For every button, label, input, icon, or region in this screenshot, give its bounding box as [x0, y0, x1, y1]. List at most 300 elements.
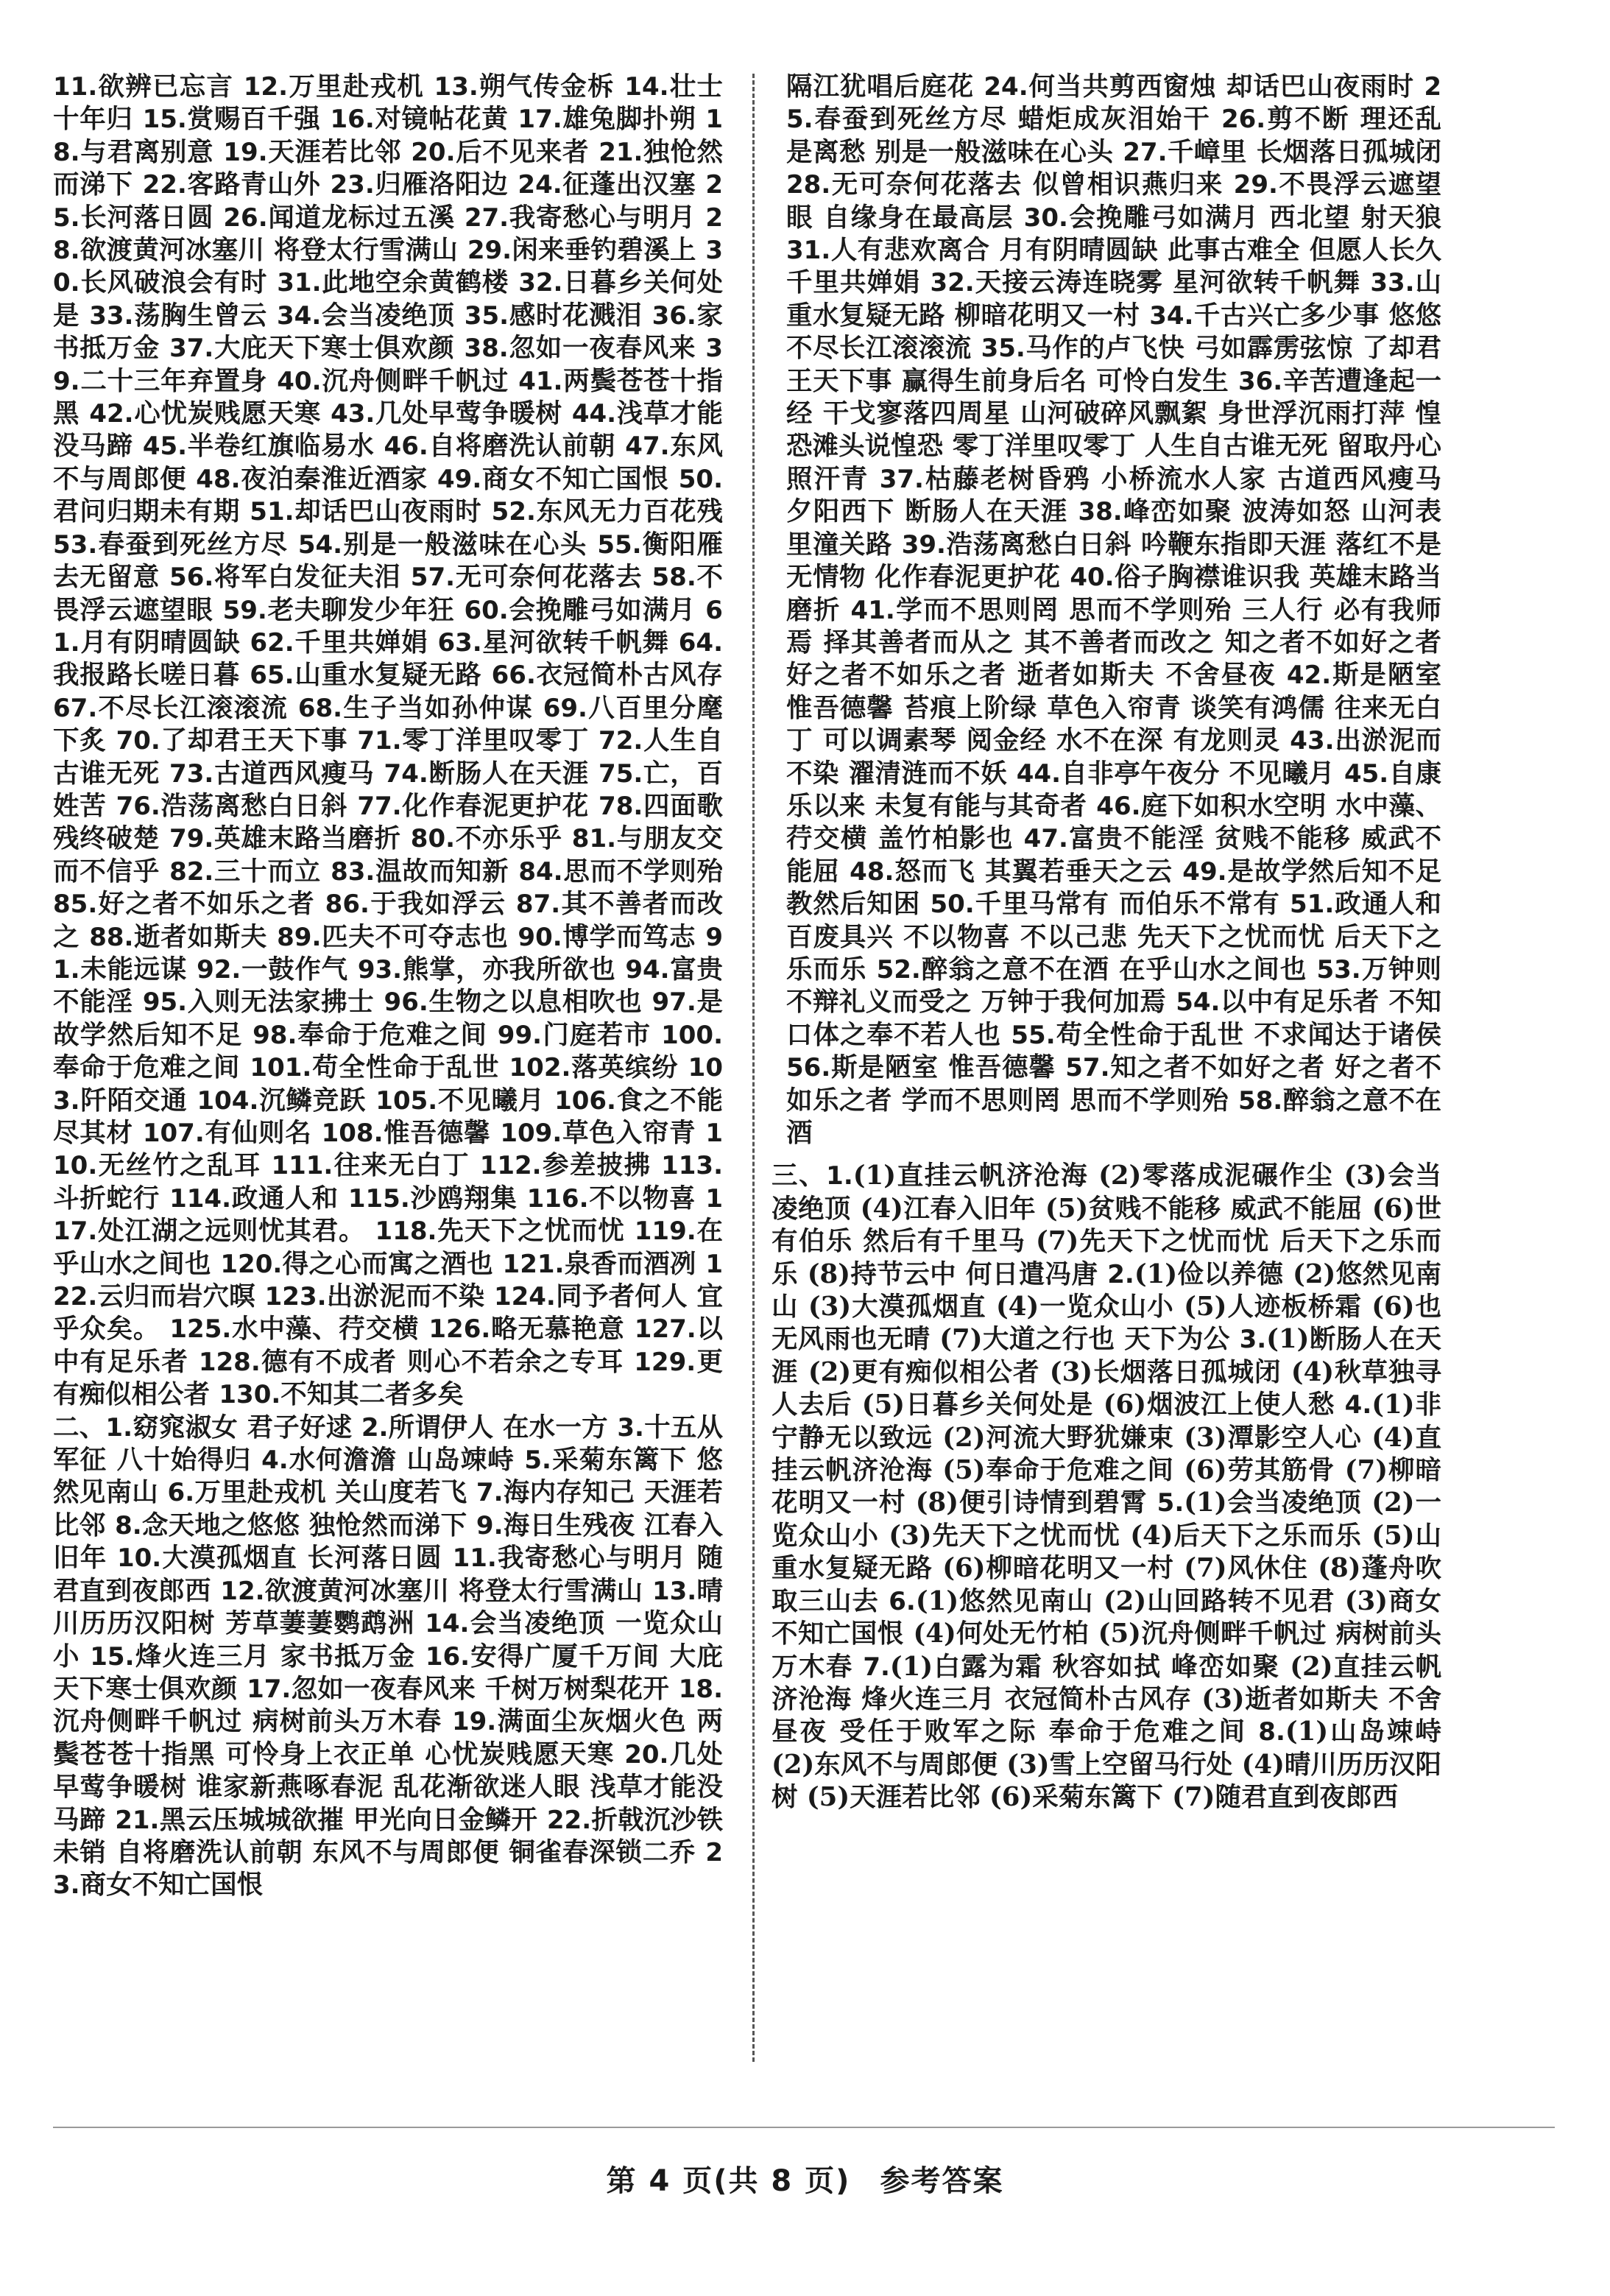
answer-number: 111.: [271, 1151, 333, 1181]
answer-item: [199, 1347, 634, 1377]
answer-number: 8.: [115, 1510, 142, 1540]
answer-number: 53.: [1316, 954, 1361, 985]
answer-number: 59.: [222, 595, 267, 625]
answer-number: 88.: [89, 922, 134, 952]
answer-text: 政通人和 百废具兴 不以物喜 不以己悲 先天下之忧而忧 后天下之乐而乐: [786, 889, 1441, 985]
answer-number: 28.: [786, 170, 831, 200]
answer-item: [322, 1118, 501, 1148]
answer-number: 11.: [452, 1543, 497, 1574]
answer-number: 24.: [518, 170, 562, 200]
answer-number: 127.: [634, 1314, 696, 1345]
answer-text: 征蓬出汉塞: [562, 169, 706, 200]
answer-text: 在乎山水之间也: [53, 1216, 723, 1279]
answer-number: 37.: [879, 464, 924, 494]
answer-number: 79.: [169, 824, 214, 854]
answer-number: 33.: [1370, 268, 1415, 298]
answer-number: 60.: [464, 595, 509, 625]
answer-item: [930, 889, 1290, 919]
answer-number: 38.: [1078, 497, 1123, 527]
answer-text: 月有阴晴圆缺: [80, 627, 250, 658]
answer-number: 22.: [546, 1805, 592, 1835]
answer-number: 49.: [1182, 856, 1227, 887]
answer-item: [465, 300, 652, 331]
answer-number: 110.: [53, 1119, 724, 1181]
answer-text: 枯藤老树昏鸦 小桥流水人家 古道西风瘦马 夕阳西下 断肠人在天涯: [786, 463, 1441, 527]
answer-text: 商女不知亡国恨: [80, 1870, 264, 1901]
answer-number: 54.: [1176, 987, 1221, 1018]
answer-number: 50.: [930, 890, 975, 920]
answer-text: 温故而知新: [375, 856, 519, 887]
answer-text: 星河欲转千帆舞: [481, 627, 679, 658]
answer-number: 74.: [384, 758, 428, 789]
answer-number: 13.: [652, 1576, 697, 1606]
answer-item: [331, 398, 572, 429]
answer-number: 123.: [264, 1282, 327, 1312]
answer-text: 家书抵万金: [53, 300, 723, 364]
answer-item: [253, 1020, 498, 1050]
answer-number: 41.: [850, 595, 895, 625]
answer-number: 126.: [428, 1314, 491, 1345]
answer-text: 食之不能尽其材: [53, 1085, 723, 1148]
answer-text: 千里共婵娟: [294, 627, 438, 658]
answer-item: [930, 267, 1370, 297]
answer-text: 入则无法家拂士: [187, 987, 384, 1018]
answer-text: 惟吾德馨: [383, 1118, 501, 1148]
answer-number: 55.: [597, 529, 642, 560]
answer-number: 15.: [142, 105, 187, 135]
answer-item: [500, 1118, 705, 1148]
answer-item: [223, 203, 464, 233]
answer-number: 103.: [53, 1053, 723, 1116]
answer-text: 了却君王天下事: [160, 725, 358, 756]
answer-number: 89.: [277, 922, 322, 952]
section-2-heading: 二、: [53, 1412, 106, 1443]
answer-number: 47.: [1023, 824, 1068, 854]
answer-number: 30.: [1023, 203, 1068, 233]
answer-item: [498, 1020, 661, 1050]
answer-item: [116, 725, 358, 756]
answer-text: 天涯若比邻: [267, 136, 412, 167]
answer-text: 对镜帖花黄: [374, 104, 518, 135]
answer-number: 45.: [1344, 758, 1389, 789]
answer-number: 64.: [678, 627, 723, 658]
answer-text: 万里赴戎机: [288, 71, 434, 102]
answer-number: 49.: [437, 464, 482, 494]
answer-number: 19.: [451, 1707, 497, 1737]
answer-number: 29.: [467, 236, 512, 266]
answer-number: 21.: [115, 1805, 160, 1835]
section-2-answers: [53, 1412, 723, 1902]
answer-item: [786, 169, 1234, 200]
answer-number: 124.: [493, 1282, 556, 1312]
answer-number: 116.: [526, 1183, 589, 1214]
answer-number: 76.: [116, 791, 160, 821]
answer-text: 马作的卢飞快 弓如霹雳弦惊 了却君王天下事 赢得生前身后名 可怜白发生: [786, 333, 1441, 396]
answer-text: 春蚕到死丝方尽: [97, 529, 298, 560]
answer-number: 52.: [876, 954, 921, 985]
answer-text: 两鬓苍苍十指黑: [53, 365, 723, 429]
answer-item: [357, 725, 599, 756]
answer-text: 略无慕艳意: [490, 1314, 635, 1345]
answer-text: 以中有足乐者 不知口体之奉不若人也: [786, 987, 1441, 1050]
answer-text: 水中藻、荇交横: [231, 1314, 429, 1345]
answer-item: [984, 71, 1424, 102]
answer-item: [358, 954, 626, 985]
answer-text: 长河落日圆: [80, 202, 224, 233]
answer-text: 采菊东篱下 悠然见南山: [53, 1445, 723, 1508]
answer-item: [877, 954, 1317, 985]
answer-item: [169, 333, 464, 363]
answer-text: 俗子胸襟谁识我 英雄末路当磨折: [786, 562, 1441, 625]
answer-item: [89, 922, 277, 952]
answer-item: [361, 1412, 617, 1443]
answer-text: 我寄愁心与明月: [509, 202, 706, 233]
answer-item: [1017, 758, 1344, 789]
answer-number: 97.: [652, 987, 696, 1018]
answer-text: 人生自古谁无死: [53, 725, 723, 789]
answer-text: 大漠孤烟直 长河落日圆: [161, 1543, 453, 1574]
answer-item: [143, 169, 331, 200]
answer-number: 18.: [678, 1674, 723, 1704]
answer-item: [220, 1576, 652, 1606]
answer-item: [53, 529, 298, 560]
answer-text: 不畏浮云遮望眼 自缘身在最高层: [786, 169, 1441, 233]
answer-number: 71.: [357, 726, 402, 756]
answer-number: 55.: [1011, 1020, 1056, 1050]
answer-number: 41.: [518, 366, 563, 396]
answer-item: [277, 267, 518, 297]
answer-number: 105.: [375, 1085, 438, 1116]
right-column: [772, 71, 1442, 1814]
answer-number: 30.: [53, 236, 723, 298]
answer-text: 斗折蛇行: [53, 1183, 170, 1214]
answer-text: 自非亭午夜分 不见曦月: [1060, 758, 1344, 789]
answer-number: 3.: [1239, 1325, 1267, 1355]
answer-number: 31.: [786, 236, 831, 266]
answer-number: 20.: [411, 137, 456, 167]
answer-text: 剪不断 理还乱 是离愁 别是一般滋味在心头: [786, 104, 1441, 167]
answer-number: 43.: [331, 399, 375, 429]
answer-text: 水何澹澹 山岛竦峙: [288, 1445, 525, 1476]
answer-number: 44.: [1016, 758, 1061, 789]
answer-number: 98.: [253, 1020, 297, 1050]
answer-number: 47.: [625, 432, 670, 462]
answer-text: 出淤泥而不染: [326, 1281, 494, 1312]
answer-text: 自将磨洗认前朝: [428, 431, 626, 462]
answer-text: (1)山岛竦峙 (2)东风不与周郎便 (3)雪上空留马行处 (4)晴川历历汉阳树 (5)天涯若比邻 (6)采菊东篱下 (7)随君直到夜郎西: [772, 1716, 1442, 1813]
answer-text: 醉翁之意不在酒 在乎山水之间也: [920, 954, 1317, 985]
answer-number: 43.: [1290, 726, 1335, 756]
answer-item: [169, 758, 384, 789]
answer-number: 54.: [297, 529, 343, 560]
answer-text: 浩荡离愁白日斜: [160, 790, 358, 821]
answer-number: 39.: [901, 529, 946, 560]
answer-number: 57.: [1065, 1053, 1110, 1083]
answer-item: [434, 71, 625, 102]
answer-text: 往来无白丁: [333, 1150, 480, 1181]
answer-number: 129.: [634, 1347, 696, 1377]
answer-text: 后不见来者: [455, 136, 599, 167]
answer-number: 32.: [930, 268, 975, 298]
answer-number: 7.: [476, 1478, 504, 1508]
answer-number: 3.: [617, 1412, 644, 1443]
answer-text: 半卷红旗临易水: [187, 431, 384, 462]
answer-number: 45.: [142, 432, 188, 462]
answer-item: [375, 1216, 635, 1246]
answer-text: 学而不思则罔 思而不学则殆 三人行 必有我师焉 择其善者而从之 其不善者而改之 知之者不如好之者 好之者不如乐之者 逝者如斯夫 不舍昼夜: [786, 594, 1441, 691]
answer-item: [411, 562, 652, 592]
answer-number: 26.: [1221, 105, 1266, 135]
answer-text: 千里马常有 而伯乐不常有: [974, 889, 1291, 920]
answer-item: [117, 1543, 453, 1573]
answer-item: [465, 203, 705, 233]
answer-item: [168, 1477, 476, 1507]
answer-text: 沙鸥翔集: [409, 1183, 527, 1214]
answer-text: 有仙则名: [204, 1118, 322, 1148]
answer-item: [503, 1249, 706, 1279]
answer-text: 富贵不能淫: [53, 954, 723, 1018]
answer-text: 泉香而酒冽: [564, 1248, 706, 1279]
footer-title: 参考答案: [880, 2164, 1004, 2198]
answer-item: [492, 496, 723, 527]
section-3-answers: [772, 1160, 1441, 1814]
answer-number: 106.: [554, 1085, 616, 1116]
answer-number: 21.: [599, 137, 643, 167]
answer-item: [143, 987, 384, 1017]
answer-text: 几处早莺争暖树: [375, 398, 572, 429]
answer-text: 政通人和: [231, 1183, 348, 1214]
answer-text: 不畏浮云遮望眼: [53, 562, 723, 625]
answer-text: 浅草才能没马蹄: [53, 398, 723, 462]
answer-text: (1)会当凌绝顶 (2)一览众山小 (3)先天下之忧而忧 (4)后天下之乐而乐 (5)山重水复疑无路 (6)柳暗花明又一村 (7)风休住 (8)蓬舟吹取三山去: [772, 1487, 1441, 1616]
answer-number: 120.: [220, 1249, 283, 1279]
answer-number: 92.: [197, 954, 241, 985]
answer-number: 27.: [464, 203, 509, 233]
answer-number: 12.: [243, 72, 288, 102]
answer-item: [244, 71, 434, 102]
answer-item: [169, 1183, 348, 1214]
answer-item: [518, 922, 705, 952]
answer-number: 100.: [661, 1020, 723, 1050]
answer-number: 1.: [105, 1412, 133, 1443]
answer-text: 于我如浮云: [369, 889, 516, 920]
answer-text: (1)俭以养德 (2)悠然见南山 (3)大漠孤烟直 (4)一览众山小 (5)人迹板桥霜 (6)也无风雨也无晴 (7)大道之行也 天下为公: [772, 1258, 1441, 1355]
answer-item: [143, 104, 331, 134]
answer-text: 无可奈何花落去: [455, 562, 652, 593]
answer-item: [786, 1052, 1065, 1082]
answer-number: 68.: [297, 693, 343, 723]
answer-number: 26.: [223, 203, 268, 233]
answer-text: 逝者如斯夫: [133, 921, 278, 952]
answer-text: 会当凌绝顶 一览众山小: [53, 1608, 723, 1672]
answer-text: 心忧炭贱愿天寒: [133, 398, 331, 429]
answer-text: 却话巴山夜雨时: [294, 496, 492, 527]
answer-number: 58.: [1237, 1085, 1283, 1116]
answer-number: 66.: [491, 661, 536, 691]
answer-text-continued: 隔江犹唱后庭花: [786, 71, 984, 102]
answer-text: 沉舟侧畔千帆过 病树前头万木春: [53, 1706, 452, 1737]
answer-text: 春蚕到死丝方尽 蜡炬成灰泪始干: [813, 104, 1221, 135]
answer-text: 三十而立: [213, 856, 331, 887]
answer-item: [169, 562, 411, 592]
answer-number: 13.: [434, 72, 479, 102]
answer-number: 51.: [250, 497, 294, 527]
answer-number: 73.: [169, 758, 214, 789]
answer-number: 99.: [497, 1020, 543, 1050]
answer-text: 博学而笃志: [562, 921, 706, 952]
answer-text: 更有痴似相公者: [53, 1346, 723, 1410]
answer-number: 24.: [984, 72, 1028, 102]
answer-item: [437, 627, 678, 658]
answer-item: [197, 954, 358, 985]
answer-number: 86.: [325, 890, 370, 920]
answer-number: 122.: [53, 1249, 723, 1312]
answer-text: 闻道龙标过五溪: [267, 202, 465, 233]
answer-number: 38.: [464, 334, 509, 364]
answer-number: 58.: [652, 563, 696, 593]
answer-item: [116, 791, 358, 821]
answer-item: [277, 366, 518, 396]
answer-text: 欲渡黄河冰塞川 将登太行雪满山: [80, 235, 467, 266]
answer-item: [331, 104, 518, 134]
answer-item: [411, 137, 599, 167]
answer-number: 128.: [198, 1347, 261, 1377]
answer-number: 4.: [1344, 1390, 1372, 1420]
answer-item: [169, 1314, 428, 1344]
answer-item: [467, 235, 706, 265]
answer-number: 5.: [1157, 1488, 1184, 1518]
answer-text: 熊掌，亦我所欲也: [402, 954, 626, 985]
answer-item: [348, 1183, 527, 1214]
answer-text: 赏赐百千强: [186, 104, 331, 135]
answer-text: 衡阳雁去无留意: [53, 529, 723, 593]
answer-text: 得之心而寓之酒也: [282, 1248, 503, 1279]
answer-text: 所谓伊人 在水一方: [388, 1412, 618, 1443]
answer-number: 82.: [169, 856, 214, 887]
answer-text: 富贵不能淫 贫贱不能移 威武不能屈: [786, 823, 1441, 887]
answer-text: 八百里分麾下炙: [53, 692, 723, 756]
answer-text: 沉舟侧畔千帆过: [321, 365, 519, 396]
answer-item: [480, 1150, 661, 1180]
answer-item: [89, 398, 331, 429]
answer-text: 闲来垂钓碧溪上: [512, 235, 706, 266]
answer-item: [115, 1510, 476, 1540]
answer-number: 107.: [142, 1119, 205, 1148]
answer-number: 46.: [384, 432, 428, 462]
answer-number: 15.: [90, 1641, 135, 1672]
section-3-heading: 三、: [772, 1161, 827, 1191]
answer-number: 32.: [518, 268, 563, 298]
answer-number: 35.: [464, 300, 509, 331]
answer-number: 46.: [1096, 791, 1141, 821]
answer-number: 28.: [53, 203, 723, 266]
footer-rule: [53, 2127, 1555, 2128]
answer-number: 108.: [321, 1119, 384, 1148]
answer-text: 庭下如积水空明 水中藻、荇交横 盖竹柏影也: [786, 790, 1441, 854]
answer-item: [277, 300, 465, 331]
answer-text: 别是一般滋味在心头: [342, 529, 598, 560]
answer-text: 与君离别意: [80, 136, 224, 167]
answer-number: 62.: [250, 627, 294, 658]
answer-number: 22.: [142, 170, 187, 200]
answer-item: [384, 758, 599, 789]
answer-item: [53, 889, 325, 919]
answer-number: 91.: [53, 922, 723, 985]
answer-text: 浩荡离愁白日斜 吟鞭东指即天涯 落红不是无情物 化作春泥更护花: [786, 529, 1441, 593]
answer-text: 未能远谋: [80, 954, 197, 985]
answer-number: 84.: [518, 856, 563, 887]
answer-text: (1)直挂云帆济沧海 (2)零落成泥碾作尘 (3)会当凌绝顶 (4)江春入旧年 (5)贫贱不能移 威武不能屈 (6)世有伯乐 然后有千里马 (7)先天下之忧而忧 后天下之乐而乐 (8)持节云中 何日遣冯唐: [772, 1161, 1441, 1289]
answer-text: 知之者不如好之者 好之者不如乐之者 学而不思则罔 思而不学则殆: [786, 1052, 1441, 1116]
answer-number: 17.: [518, 105, 562, 135]
answer-text: 门庭若市: [542, 1019, 662, 1050]
answer-number: 42.: [1286, 661, 1332, 691]
answer-text: 我报路长嗟日暮: [53, 660, 250, 691]
answer-text: 辛苦遭逢起一经 干戈寥落四周星 山河破碎风飘絮 身世浮沉雨打萍 惶恐滩头说惶恐 零丁洋里叹零丁 人生自古谁无死 留取丹心照汗青: [786, 365, 1441, 494]
answer-item: [247, 1674, 679, 1704]
answer-item: [384, 987, 652, 1017]
answer-number: 69.: [543, 693, 587, 723]
left-column: [53, 71, 723, 1902]
answer-number: 65.: [250, 661, 294, 691]
answer-number: 31.: [277, 268, 322, 298]
answer-text: 万钟则不辩礼义而受之 万钟于我何加焉: [786, 954, 1441, 1018]
answer-text: 商女不知亡国恨: [481, 463, 679, 494]
answer-number: 101.: [250, 1053, 312, 1083]
answer-number: 48.: [196, 464, 241, 494]
answer-text: 我寄愁心与明月 随君直到夜郎西: [53, 1543, 723, 1606]
answer-text: 先天下之忧而忧: [437, 1216, 635, 1247]
answer-number: 63.: [437, 627, 482, 658]
answer-item: [53, 693, 298, 723]
answer-item: [437, 464, 679, 494]
answer-number: 53.: [53, 529, 98, 560]
answer-item: [331, 169, 518, 200]
answer-number: 112.: [479, 1151, 542, 1181]
answer-number: 16.: [425, 1641, 470, 1672]
answer-text: 客路青山外: [186, 169, 331, 200]
answer-text: 生物之以息相吹也: [428, 987, 652, 1018]
answer-text: 同予者何人 宜乎众矣。: [53, 1281, 723, 1345]
answer-number: 95.: [142, 987, 188, 1018]
answer-text: 是故学然后知不足 教然后知困: [786, 856, 1441, 920]
answer-text: 无丝竹之乱耳: [97, 1150, 272, 1181]
answer-item: [298, 529, 597, 560]
answer-number: 5.: [524, 1445, 551, 1476]
answer-text: (1)悠然见南山 (2)山回路转不见君 (3)商女不知亡国恨 (4)何处无竹柏 (5)沉舟侧畔千帆过 病树前头万木春: [772, 1585, 1442, 1682]
page-footer: [0, 2158, 1610, 2200]
answer-number: 119.: [634, 1216, 696, 1247]
answer-number: 114.: [169, 1183, 231, 1214]
answer-text: 出淤泥而不染 濯清涟而不妖: [786, 725, 1441, 789]
answer-item: [250, 660, 491, 690]
answer-number: 93.: [357, 954, 403, 985]
answer-item: [169, 856, 331, 887]
answer-item: [271, 1150, 479, 1180]
answer-number: 44.: [571, 399, 617, 429]
answer-number: 102.: [509, 1053, 571, 1083]
answer-item: [261, 1445, 524, 1475]
answer-item: [220, 1249, 502, 1279]
answer-text: 不见曦月: [437, 1085, 555, 1116]
answer-number: 70.: [116, 726, 160, 756]
answer-item: [265, 1281, 494, 1311]
answer-text: 人有悲欢离合 月有阴晴圆缺 此事古难全 但愿人长久 千里共婵娟: [786, 235, 1441, 298]
answer-number: 42.: [89, 399, 134, 429]
column-divider: [752, 74, 755, 2062]
answer-number: 52.: [491, 497, 536, 527]
answer-text: 不知其二者多矣: [280, 1379, 464, 1410]
